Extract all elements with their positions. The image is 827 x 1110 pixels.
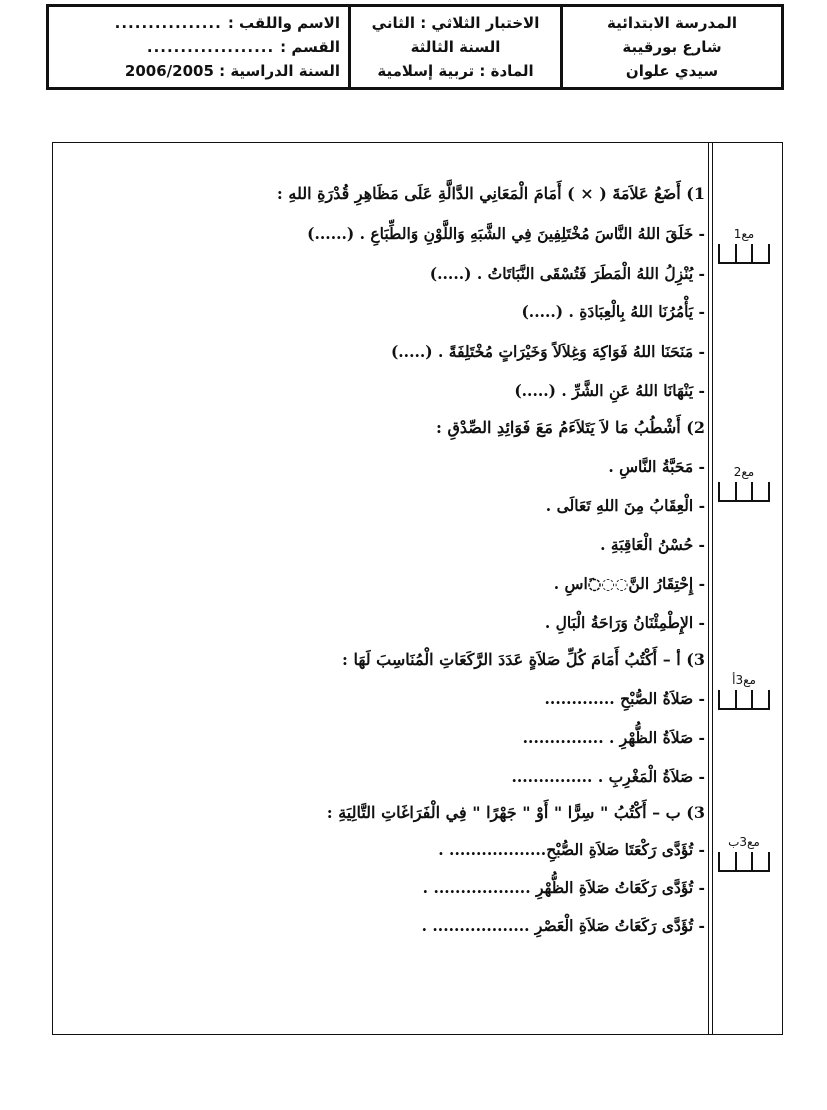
score-label: مع2 bbox=[733, 465, 755, 479]
question-1-item-1[interactable]: - خَلَقَ اللهُ النَّاسَ مُخْتَلِفِينَ فِي الشَّبَهِ وَاللَّوْنِ وَالطِّبَاعِ . (......) bbox=[307, 224, 705, 243]
score-label: مع3ب bbox=[728, 835, 760, 849]
question-3a-item-2[interactable]: - صَلاَةُ الظُّهْرِ . ............... bbox=[522, 728, 705, 747]
score-cells[interactable] bbox=[718, 852, 770, 872]
exam-info bbox=[351, 7, 563, 87]
exam-title: الاختبار الثلاثي : الثاني bbox=[371, 14, 540, 32]
question-3b-item-1[interactable]: - تُؤَدَّى رَكْعَتَا صَلاَةِ الصُّبْحِ.................. . bbox=[438, 840, 705, 859]
student-name-field[interactable]: ................ bbox=[114, 14, 222, 32]
score-box-criterion-2 bbox=[718, 464, 770, 502]
question-3b-item-3[interactable]: - تُؤَدَّى رَكَعَاتُ صَلاَةِ الْعَصْرِ .................. . bbox=[421, 916, 705, 935]
score-cells[interactable] bbox=[718, 244, 770, 264]
question-3b-instruction: 3) ب – أَكْتُبُ " سِرًّا " أَوْ " جَهْرًا " فِي الْفَرَاغَاتِ التَّالِيَةِ : bbox=[326, 803, 705, 822]
student-info bbox=[49, 7, 351, 87]
score-label: مع3أ bbox=[732, 673, 756, 687]
question-1-instruction: 1) أَضَعُ عَلاَمَةَ ( × ) أَمَامَ الْمَعَانِي الدَّالَّةِ عَلَى مَظَاهِرِ قُدْرَةِ اللهِ : bbox=[276, 184, 705, 203]
student-class-label: القسم : bbox=[280, 38, 340, 56]
student-name-label: الاسم واللقب : bbox=[227, 14, 340, 32]
question-2-instruction: 2) أَشْطُبُ مَا لاَ يَتَلاَءَمُ مَعَ فَوَائِدِ الصِّدْقِ : bbox=[436, 418, 705, 437]
score-cells[interactable] bbox=[718, 690, 770, 710]
question-3a-item-1[interactable]: - صَلاَةُ الصُّبْحِ ............. bbox=[544, 689, 705, 708]
question-2-item-3[interactable]: - حُسْنُ الْعَاقِبَةِ . bbox=[600, 535, 705, 554]
question-2-item-2[interactable]: - الْعِقَابُ مِنَ اللهِ تَعَالَى . bbox=[545, 496, 705, 515]
exam-header bbox=[46, 4, 784, 90]
question-1-item-3[interactable]: - يَأْمُرُنَا اللهُ بِالْعِبَادَةِ . (.....) bbox=[521, 302, 705, 321]
score-box-criterion-3a bbox=[718, 672, 770, 710]
school-town: سيدي علوان bbox=[625, 62, 719, 80]
student-class-field[interactable]: ................... bbox=[146, 38, 275, 56]
question-3a-instruction: 3) أ – أَكْتُبُ أَمَامَ كُلِّ صَلاَةٍ عَدَدَ الرَّكَعَاتِ الْمُنَاسِبَ لَهَا : bbox=[342, 650, 705, 669]
exam-grade: السنة الثالثة bbox=[410, 38, 501, 56]
student-name-line bbox=[115, 14, 340, 32]
question-1-item-5[interactable]: - يَنْهَانَا اللهُ عَنِ الشَّرِّ . (.....) bbox=[514, 381, 705, 400]
student-class-line bbox=[147, 38, 340, 56]
score-column-divider bbox=[708, 142, 713, 1035]
question-2-item-5[interactable]: - الإِطْمِئْنَانُ وَرَاحَةُ الْبَالِ . bbox=[544, 613, 705, 632]
question-3b-item-2[interactable]: - تُؤَدَّى رَكَعَاتُ صَلاَةِ الظُّهْرِ .................. . bbox=[422, 878, 705, 897]
question-1-item-2[interactable]: - يُنْزِلُ اللهُ الْمَطَرَ فَتُسْقَى النَّبَاتَاتُ . (.....) bbox=[429, 264, 705, 283]
score-label: مع1 bbox=[733, 227, 755, 241]
question-2-item-1[interactable]: - مَحَبَّةُ النَّاسِ . bbox=[608, 457, 705, 476]
score-cells[interactable] bbox=[718, 482, 770, 502]
question-2-item-4[interactable]: - إِحْتِقَارُ النَّ◌◌◌َاسِ . bbox=[553, 574, 705, 593]
exam-subject: المادة : تربية إسلامية bbox=[377, 62, 534, 80]
school-info bbox=[563, 7, 781, 87]
score-box-criterion-3b bbox=[718, 834, 770, 872]
question-3a-item-3[interactable]: - صَلاَةُ الْمَغْرِبِ . ............... bbox=[511, 767, 705, 786]
score-box-criterion-1 bbox=[718, 226, 770, 264]
school-name: المدرسة الابتدائية bbox=[607, 14, 737, 32]
school-year: السنة الدراسية : 2006/2005 bbox=[124, 62, 340, 80]
question-1-item-4[interactable]: - مَنَحَنَا اللهُ فَوَاكِهَ وَغِلاَلاً وَخَيْرَاتٍ مُخْتَلِفَةً . (.....) bbox=[390, 342, 705, 361]
school-street: شارع بورقيبة bbox=[622, 38, 722, 56]
